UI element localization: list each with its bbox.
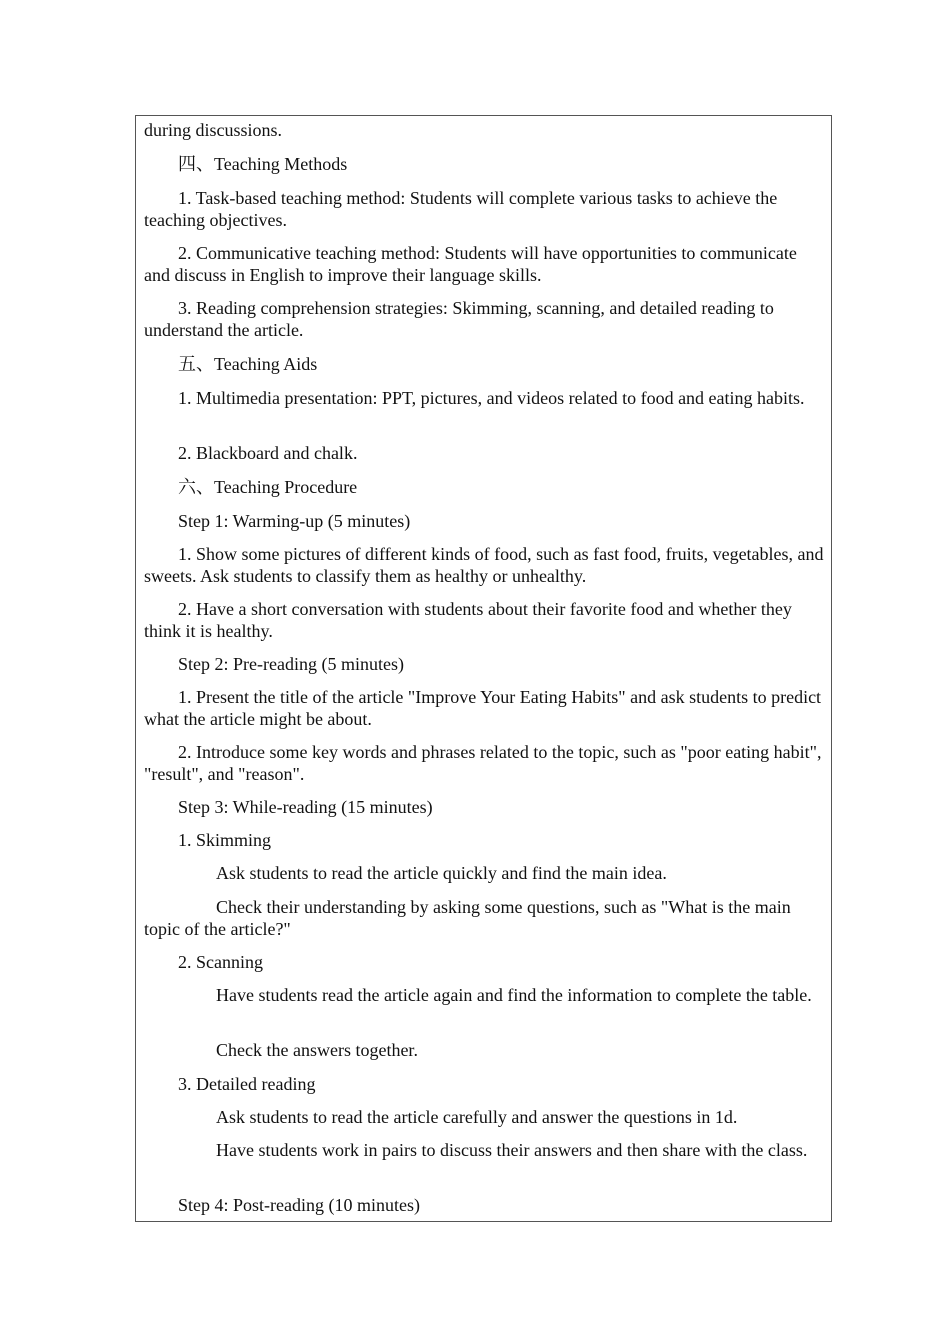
paragraph <box>144 1139 824 1161</box>
paragraph-text: 1. Show some pictures of different kinds of food, such as fast food, fruits, vegetables, and sweets. Ask students to classify them as healthy or unhealthy. <box>144 544 824 586</box>
paragraph-text: 3. Reading comprehension strategies: Skimming, scanning, and detailed reading to understand the article. <box>144 298 774 340</box>
paragraph-text: 五、Teaching Aids <box>178 354 318 374</box>
paragraph <box>144 951 824 973</box>
paragraph <box>144 387 824 409</box>
paragraph-text: 2. Introduce some key words and phrases related to the topic, such as "poor eating habit", "result", and "reason". <box>144 742 822 784</box>
paragraph-text: Ask students to read the article quickly and find the main idea. <box>216 863 667 883</box>
paragraph <box>144 862 824 884</box>
paragraph <box>144 796 824 818</box>
paragraph-text: Check the answers together. <box>216 1040 418 1060</box>
paragraph <box>144 353 824 375</box>
paragraph <box>144 297 824 341</box>
paragraph <box>144 1194 824 1216</box>
paragraph <box>144 1073 824 1095</box>
paragraph <box>144 242 824 286</box>
paragraph <box>144 442 824 464</box>
paragraph <box>144 1039 824 1061</box>
paragraph-text: Check their understanding by asking some questions, such as "What is the main topic of the article?" <box>144 897 791 939</box>
paragraph <box>144 829 824 851</box>
paragraph <box>144 896 824 940</box>
paragraph <box>144 686 824 730</box>
paragraph <box>144 741 824 785</box>
paragraph <box>144 119 824 141</box>
paragraph-text: 1. Multimedia presentation: PPT, pictures, and videos related to food and eating habits. <box>178 388 805 408</box>
paragraph <box>144 653 824 675</box>
paragraph-text: 四、Teaching Methods <box>178 154 348 174</box>
paragraph-text: Have students work in pairs to discuss their answers and then share with the class. <box>216 1140 808 1160</box>
paragraph-text: 2. Have a short conversation with students about their favorite food and whether they think it is healthy. <box>144 599 792 641</box>
paragraph-text: 2. Communicative teaching method: Students will have opportunities to communicate and discuss in English to improve their language skills. <box>144 243 797 285</box>
paragraph <box>144 598 824 642</box>
paragraph-text: Step 3: While-reading (15 minutes) <box>178 797 433 817</box>
paragraph-text: Step 1: Warming-up (5 minutes) <box>178 511 411 531</box>
paragraph-text: 1. Skimming <box>178 830 272 850</box>
paragraph <box>144 1106 824 1128</box>
paragraph <box>144 476 824 498</box>
paragraph <box>144 510 824 532</box>
paragraph-text: 六、Teaching Procedure <box>178 477 358 497</box>
paragraph <box>144 543 824 587</box>
paragraph-text: 3. Detailed reading <box>178 1074 316 1094</box>
paragraph-text: Step 4: Post-reading (10 minutes) <box>178 1195 420 1215</box>
paragraph <box>144 187 824 231</box>
paragraph-text: Step 2: Pre-reading (5 minutes) <box>178 654 404 674</box>
paragraph-text: during discussions. <box>144 120 283 140</box>
paragraph-text: 1. Present the title of the article "Improve Your Eating Habits" and ask students to predict what the article might be about. <box>144 687 822 729</box>
paragraph <box>144 984 824 1006</box>
paragraph-text: 1. Task-based teaching method: Students will complete various tasks to achieve the teaching objectives. <box>144 188 778 230</box>
lesson-plan-box <box>135 115 832 1222</box>
paragraph-text: Have students read the article again and find the information to complete the table. <box>216 985 812 1005</box>
paragraph-text: 2. Blackboard and chalk. <box>178 443 358 463</box>
paragraph-text: 2. Scanning <box>178 952 263 972</box>
paragraph <box>144 153 824 175</box>
paragraph-text: Ask students to read the article carefully and answer the questions in 1d. <box>216 1107 738 1127</box>
